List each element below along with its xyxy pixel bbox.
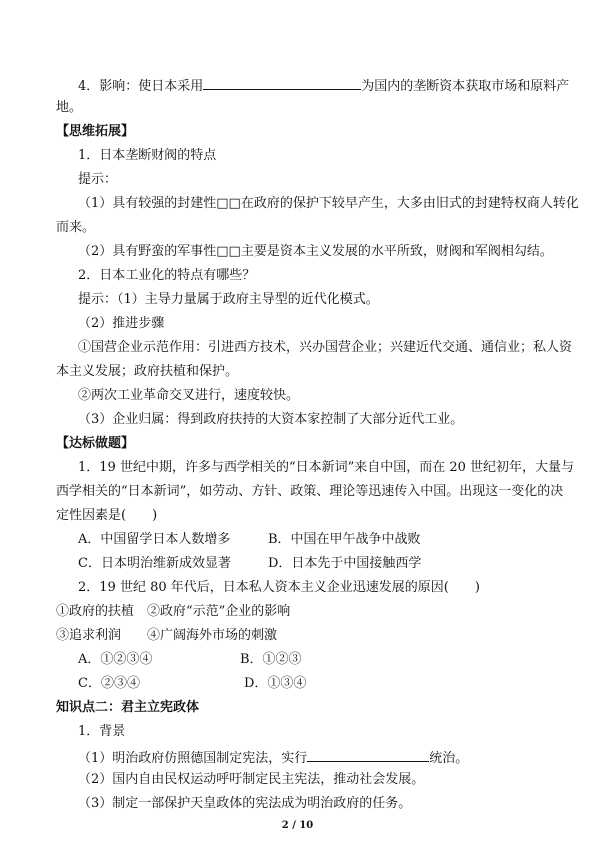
thinking-p2: （2）具有野蛮的军事性□□主要是资本主义发展的水平所致，财阀和军阀相勾结。: [78, 244, 553, 259]
exercise-q1: 1．19 世纪中期，许多与西学相关的“日本新词”来自中国，而在 20 世纪初年，大量与: [78, 460, 575, 475]
section2-s3: （2）国内自由民权运动呼吁制定民主宪法，推动社会发展。: [78, 772, 425, 787]
q2-option-d[interactable]: D．①③④: [244, 676, 307, 691]
exercise-q2-items1: ①政府的扶植 ②政府“示范”企业的影响: [56, 604, 291, 619]
q2-option-b[interactable]: B．①②③: [240, 652, 302, 667]
fill-blank[interactable]: [203, 76, 361, 90]
thinking-heading: 【思维拓展】: [56, 124, 135, 139]
section2-s2: [78, 748, 468, 767]
q1-option-a[interactable]: A．中国留学日本人数增多: [78, 532, 231, 547]
section2-heading: 知识点二：君主立宪政体: [56, 700, 200, 715]
thinking-q2: 2．日本工业化的特点有哪些？: [78, 268, 256, 283]
thinking-p4-cont: 本主义发展；政府扶植和保护。: [56, 364, 239, 379]
q1-option-c[interactable]: C．日本明治维新成效显著: [78, 556, 231, 571]
q2-option-c[interactable]: C．②③④: [78, 676, 140, 691]
item-4-line: [78, 76, 569, 95]
thinking-q1: 1．日本垄断财阀的特点: [78, 148, 217, 163]
q2-option-a[interactable]: A．①②③④: [78, 652, 153, 667]
exercise-q1-cont2: 定性因素是( ): [56, 508, 158, 523]
section2-s2-text-cont: 统治。: [429, 751, 469, 766]
fill-blank[interactable]: [307, 748, 429, 762]
exercise-q2: 2．19 世纪 80 年代后，日本私人资本主义企业迅速发展的原因( ): [78, 580, 480, 595]
thinking-p5: ②两次工业革命交叉进行，速度较快。: [78, 388, 300, 403]
section2-s2-text: （1）明治政府仿照德国制定宪法，实行: [78, 751, 308, 766]
thinking-p4: ①国营企业示范作用：引进西方技术，兴办国营企业；兴建近代交通、通信业；私人资: [78, 340, 573, 355]
thinking-p1: （1）具有较强的封建性□□在政府的保护下较早产生，大多由旧式的封建特权商人转化: [78, 196, 579, 211]
exercise-q1-cont1: 西学相关的“日本新词”，如劳动、方针、政策、理论等迅速传入中国。出现这一变化的决: [56, 484, 564, 499]
exercise-heading: 【达标做题】: [56, 436, 135, 451]
thinking-p3: （2）推进步骤: [78, 316, 165, 331]
page-number: 2 / 10: [281, 820, 314, 831]
q1-option-d[interactable]: D．日本先于中国接触西学: [268, 556, 422, 571]
exercise-q2-items2: ③追求利润 ④广阔海外市场的刺激: [56, 628, 278, 643]
thinking-p1-cont: 而来。: [56, 220, 96, 235]
item-4-text: 4．影响：使日本采用: [78, 79, 204, 94]
item-4-text-cont: 为国内的垄断资本获取市场和原料产: [361, 79, 570, 94]
q1-option-b[interactable]: B．中国在甲午战争中战败: [268, 532, 421, 547]
thinking-p6: （3）企业归属：得到政府扶持的大资本家控制了大部分近代工业。: [78, 412, 464, 427]
thinking-hint2: 提示：（1）主导力量属于政府主导型的近代化模式。: [78, 292, 379, 307]
item-4-cont: 地。: [56, 100, 83, 115]
section2-s1: 1．背景: [78, 724, 126, 739]
thinking-hint1: 提示：: [78, 172, 118, 187]
section2-s4: （3）制定一部保护天皇政体的宪法成为明治政府的任务。: [78, 796, 412, 811]
